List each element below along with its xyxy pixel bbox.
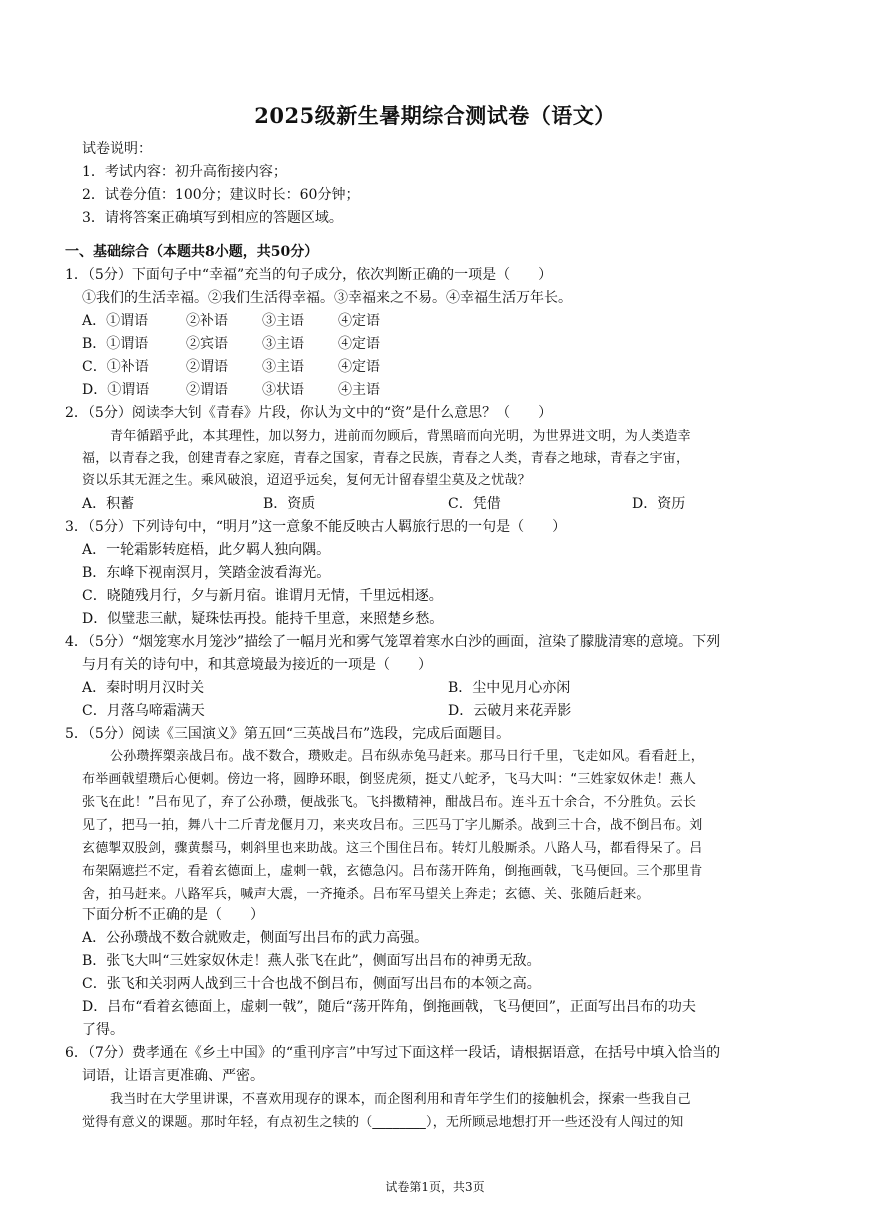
q5-passage-line: 布举画戟望瓒后心便刺。傍边一将，圆睁环眼，倒竖虎须，挺丈八蛇矛，飞马大叫：“三姓家奴休走！燕人: [82, 772, 697, 787]
q5-option-c: C．张飞和关羽两人战到三十合也战不倒吕布，侧面写出吕布的本领之高。: [82, 976, 541, 992]
q5-passage-line: 玄德掣双股剑，骤黄鬃马，刺斜里也来助战。这三个围住吕布。转灯儿般厮杀。八路人马，都看得呆了。吕: [82, 841, 703, 856]
q2-option-a: A．积蓄: [82, 496, 135, 512]
q3-option-c: C．晓随残月行，夕与新月宿。谁谓月无情，千里远相逐。: [82, 588, 443, 604]
q6-stem: 6．（7分）费孝通在《乡土中国》的“重刊序言”中写过下面这样一段话，请根据语意，在括号中填入恰当的: [65, 1045, 721, 1061]
q5-passage-line: 布架隔遮拦不定，看着玄德面上，虚刺一戟，玄德急闪。吕布荡开阵角，倒拖画戟，飞马便回。三个那里肯: [82, 864, 703, 879]
q2-option-d: D．资历: [632, 496, 686, 512]
q1-option-b: B．①谓语: [82, 336, 149, 352]
q2-option-c: C．凭借: [448, 496, 501, 512]
instruction-item: 1．考试内容：初升高衔接内容；: [82, 164, 287, 180]
section-heading: 一、基础综合（本题共8小题，共50分）: [65, 244, 319, 260]
q1-option-c-part: ④定语: [338, 359, 380, 375]
q1-option-c: C．①补语: [82, 359, 149, 375]
q3-option-a: A．一轮霜影转庭梧，此夕羁人独向隅。: [82, 542, 331, 558]
q1-option-d-part: ②谓语: [186, 382, 228, 398]
q1-option-a-part: ②补语: [186, 313, 228, 329]
q5-sub-question: 下面分析不正确的是（ ）: [82, 907, 264, 923]
q3-stem: 3．（5分）下列诗句中，“明月”这一意象不能反映古人羁旅行思的一句是（ ）: [65, 519, 567, 535]
instruction-item: 3．请将答案正确填写到相应的答题区域。: [82, 210, 343, 226]
q4-stem: 4．（5分）“烟笼寒水月笼沙”描绘了一幅月光和雾气笼罩着寒水白沙的画面，渲染了朦胧清寒的意境。下列: [65, 634, 721, 650]
q2-stem: 2．（5分）阅读李大钊《青春》片段，你认为文中的“资”是什么意思？（ ）: [65, 405, 553, 421]
q6-stem-cont: 词语，让语言更准确、严密。: [82, 1068, 264, 1084]
q4-option-a: A．秦时明月汉时关: [82, 680, 205, 696]
q1-option-d-part: ③状语: [262, 382, 304, 398]
q1-option-b-part: ②宾语: [186, 336, 228, 352]
q5-option-a: A．公孙瓒战不数合就败走，侧面写出吕布的武力高强。: [82, 930, 429, 946]
q5-passage-line: 舍，拍马赶来。八路军兵，喊声大震，一齐掩杀。吕布军马望关上奔走；玄德、关、张随后赶来。: [82, 887, 650, 902]
q4-option-d: D．云破月来花弄影: [448, 703, 572, 719]
q3-option-b: B．东峰下视南溟月，笑踏金波看海光。: [82, 565, 331, 581]
q1-option-d-part: ④主语: [338, 382, 380, 398]
q2-passage-line: 福，以青春之我，创建青春之家庭，青春之国家，青春之民族，青春之人类，青春之地球，青春之宇宙，: [82, 451, 690, 466]
q5-option-d: D．吕布“看着玄德面上，虚刺一戟”，随后“荡开阵角，倒拖画戟，飞马便回”，正面写出吕布的功夫: [82, 999, 696, 1015]
q5-stem: 5．（5分）阅读《三国演义》第五回“三英战吕布”选段，完成后面题目。: [65, 726, 511, 742]
q5-option-d-cont: 了得。: [82, 1022, 124, 1038]
instructions-heading: 试卷说明：: [82, 141, 152, 157]
q1-option-c-part: ②谓语: [186, 359, 228, 375]
q1-option-a-part: ④定语: [338, 313, 380, 329]
q1-option-a-part: ③主语: [262, 313, 304, 329]
q2-passage-line: 青年循蹈乎此，本其理性，加以努力，进前而勿顾后，背黑暗而向光明，为世界进文明，为人类造幸: [110, 429, 691, 444]
q4-option-b: B．尘中见月心亦闲: [448, 680, 571, 696]
q1-sentence: ①我们的生活幸福。②我们生活得幸福。③幸福来之不易。④幸福生活万年长。: [82, 290, 572, 306]
exam-title: 2025级新生暑期综合测试卷（语文）: [254, 103, 616, 128]
q4-option-c: C．月落乌啼霜满天: [82, 703, 205, 719]
q5-passage-line: 张飞在此！”吕布见了，弃了公孙瓒，便战张飞。飞抖擞精神，酣战吕布。连斗五十余合，不分胜负。云长: [82, 795, 697, 810]
q4-stem-cont: 与月有关的诗句中，和其意境最为接近的一项是（ ）: [82, 657, 432, 673]
q3-option-d: D．似璧悲三献，疑珠怯再投。能持千里意，来照楚乡愁。: [82, 611, 444, 627]
q1-option-b-part: ③主语: [262, 336, 304, 352]
q1-option-c-part: ③主语: [262, 359, 304, 375]
q1-option-d: D．①谓语: [82, 382, 150, 398]
q5-passage-line: 见了，把马一拍，舞八十二斤青龙偃月刀，来夹攻吕布。三匹马丁字儿厮杀。战到三十合，战不倒吕布。刘: [82, 818, 703, 833]
q1-option-a: A．①谓语: [82, 313, 149, 329]
q5-option-b: B．张飞大叫“三姓家奴休走！燕人张飞在此”，侧面写出吕布的神勇无敌。: [82, 953, 541, 969]
instruction-item: 2．试卷分值：100分；建议时长：60分钟；: [82, 187, 360, 203]
page-footer: 试卷第1页，共3页: [385, 1180, 485, 1194]
q6-passage-line: 觉得有意义的课题。那时年轻，有点初生之犊的（________），无所顾忌地想打开一些还没有人闯过的知: [82, 1115, 684, 1130]
q1-stem: 1．（5分）下面句子中“幸福”充当的句子成分，依次判断正确的一项是（ ）: [65, 267, 553, 283]
q1-option-b-part: ④定语: [338, 336, 380, 352]
q5-passage-line: 公孙瓒挥槊亲战吕布。战不数合，瓒败走。吕布纵赤兔马赶来。那马日行千里，飞走如风。看看赶上，: [110, 749, 705, 764]
q6-passage-line: 我当时在大学里讲课，不喜欢用现存的课本，而企图利用和青年学生们的接触机会，探索一些我自己: [110, 1092, 691, 1107]
q2-passage-line: 资以乐其无涯之生。乘风破浪，迢迢乎远矣，复何无计留春望尘莫及之忧哉？: [82, 473, 531, 488]
q2-option-b: B．资质: [263, 496, 316, 512]
